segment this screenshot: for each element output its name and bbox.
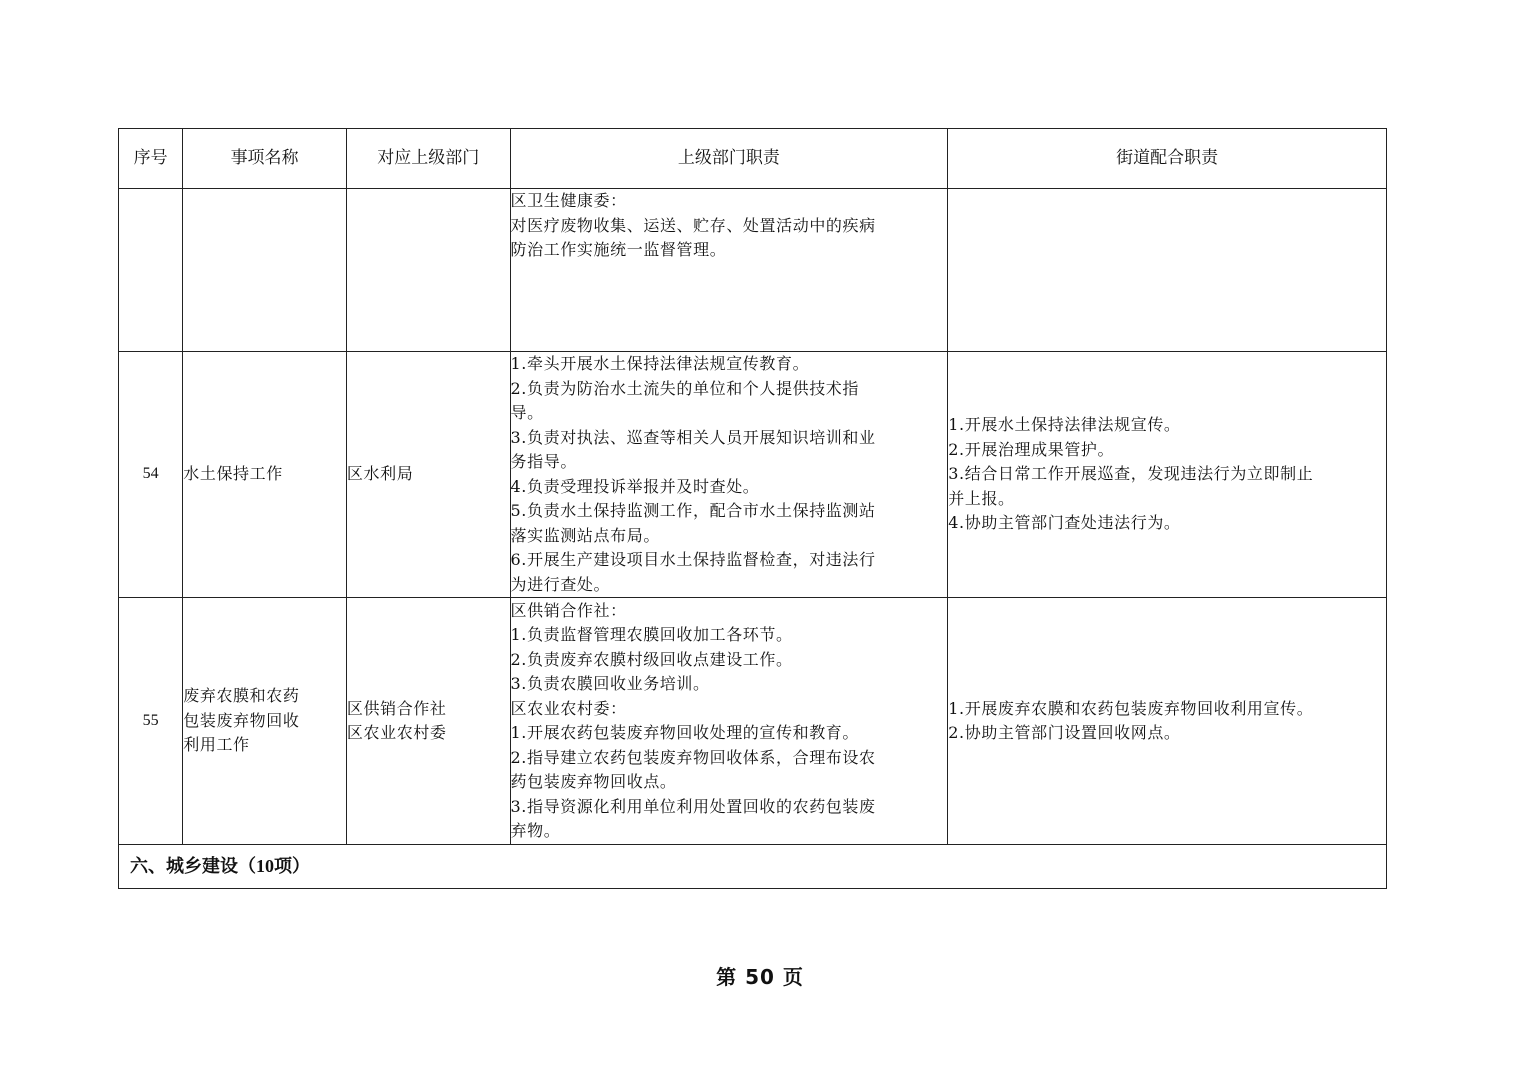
cell-line: 2.指导建立农药包装废弃物回收体系，合理布设农 (510, 747, 876, 767)
cell-line: 并上报。 (948, 488, 1015, 508)
cell-line: 区供销合作社 (346, 698, 447, 718)
cell-line: 2.协助主管部门设置回收网点。 (948, 723, 1181, 742)
cell-line: 水土保持工作 (183, 464, 283, 484)
row-upper-duty (510, 352, 948, 598)
section-row (119, 845, 1387, 889)
cell-line: 落实监测站点布局。 (510, 525, 660, 545)
cell-line: 2.负责废弃农膜村级回收点建设工作。 (510, 649, 793, 669)
section-heading (119, 845, 1387, 889)
cell-line: 2.负责为防治水土流失的单位和个人提供技术指 (510, 378, 859, 398)
cell-line: 1.牵头开展水土保持法律法规宣传教育。 (510, 354, 810, 373)
cell-line: 务指导。 (510, 452, 577, 471)
cell-line: 区水利局 (346, 464, 414, 484)
row-seq: 55 (119, 598, 183, 845)
table-row (119, 598, 1387, 845)
row-item-name (183, 352, 347, 598)
row-upper-dept (346, 598, 510, 845)
cell-line: 1.开展水土保持法律法规宣传。 (948, 415, 1181, 435)
header-upper-duty: 上级部门职责 (510, 129, 948, 189)
section-suffix: 项） (274, 855, 310, 877)
section-prefix: 六、城乡建设（ (130, 855, 256, 877)
header-street-duty: 街道配合职责 (948, 129, 1387, 189)
header-seq: 序号 (119, 129, 183, 189)
row-seq: 54 (119, 352, 183, 598)
cell-line: 为进行查处。 (510, 574, 611, 594)
row-street-duty (948, 189, 1387, 352)
row-item-name (183, 189, 347, 352)
cell-line: 3.负责对执法、巡查等相关人员开展知识培训和业 (510, 427, 876, 447)
row-item-name (183, 598, 347, 845)
section-count: 10 (256, 855, 274, 876)
cell-line: 区农业农村委： (510, 698, 627, 718)
cell-line: 3.负责农膜回收业务培训。 (510, 674, 710, 693)
table-header-row (119, 129, 1387, 189)
cell-line: 利用工作 (183, 735, 250, 755)
cell-line: 导。 (510, 403, 544, 422)
cell-line: 1.开展废弃农膜和农药包装废弃物回收利用宣传。 (948, 698, 1314, 718)
cell-line: 包装废弃物回收 (183, 710, 300, 730)
duty-table (118, 128, 1387, 889)
row-street-duty (948, 598, 1387, 845)
cell-line: 5.负责水土保持监测工作，配合市水土保持监测站 (510, 501, 876, 520)
row-street-duty (948, 352, 1387, 598)
cell-line: 3.指导资源化利用单位利用处置回收的农药包装废 (510, 796, 876, 816)
page-number: 第 50 页 (716, 965, 804, 989)
cell-line: 4.负责受理投诉举报并及时查处。 (510, 476, 760, 496)
cell-line: 区农业农村委 (346, 723, 447, 742)
table-row (119, 189, 1387, 352)
row-upper-dept (346, 189, 510, 352)
cell-line: 药包装废弃物回收点。 (510, 772, 677, 791)
table-body (119, 189, 1387, 889)
cell-line: 4.协助主管部门查处违法行为。 (948, 513, 1181, 533)
header-item-name: 事项名称 (183, 129, 347, 189)
header-upper-dept: 对应上级部门 (346, 129, 510, 189)
cell-line: 对医疗废物收集、运送、贮存、处置活动中的疾病 (510, 215, 876, 235)
cell-line: 1.负责监督管理农膜回收加工各环节。 (510, 625, 793, 644)
cell-line: 区供销合作社： (510, 600, 627, 620)
cell-line: 2.开展治理成果管护。 (948, 439, 1115, 459)
cell-line: 区卫生健康委： (510, 191, 627, 210)
cell-line: 废弃农膜和农药 (183, 686, 300, 706)
cell-line: 6.开展生产建设项目水土保持监督检查，对违法行 (510, 550, 876, 569)
cell-line: 防治工作实施统一监督管理。 (510, 240, 727, 259)
row-upper-duty (510, 189, 948, 352)
row-seq (119, 189, 183, 352)
cell-line: 1.开展农药包装废弃物回收处理的宣传和教育。 (510, 723, 859, 742)
cell-line: 3.结合日常工作开展巡查，发现违法行为立即制止 (948, 464, 1314, 484)
row-upper-duty (510, 598, 948, 845)
table-row (119, 352, 1387, 598)
cell-line: 弃物。 (510, 821, 561, 840)
row-upper-dept (346, 352, 510, 598)
